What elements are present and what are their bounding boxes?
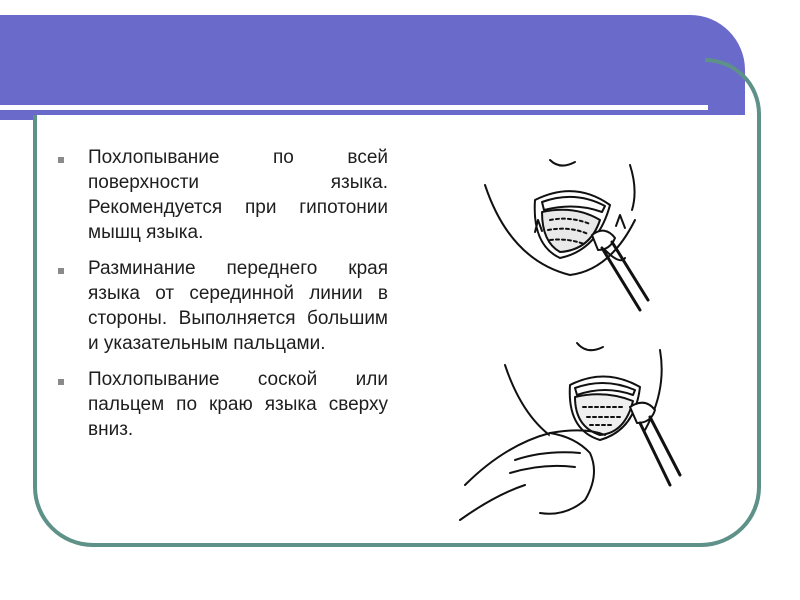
bullet-item (58, 367, 388, 442)
bullet-text: Похлопывание соской или пальцем по краю языка сверху вниз. (88, 369, 388, 440)
bullet-text: Похлопывание по всей поверхности языка. Рекомендуется при гипотонии мышц языка. (88, 147, 388, 243)
bullet-square-icon (58, 157, 64, 163)
tongue-kneading-illustration (455, 335, 685, 525)
bullet-square-icon (58, 268, 64, 274)
header-divider (0, 105, 708, 110)
bullet-square-icon (58, 379, 64, 385)
bullet-item (58, 256, 388, 356)
bullet-list (58, 145, 388, 453)
bullet-text: Разминание переднего края языка от серединной линии в стороны. Выполняется большим и указательным пальцами. (88, 258, 388, 354)
bullet-item (58, 145, 388, 245)
tongue-tapping-illustration (480, 150, 650, 325)
